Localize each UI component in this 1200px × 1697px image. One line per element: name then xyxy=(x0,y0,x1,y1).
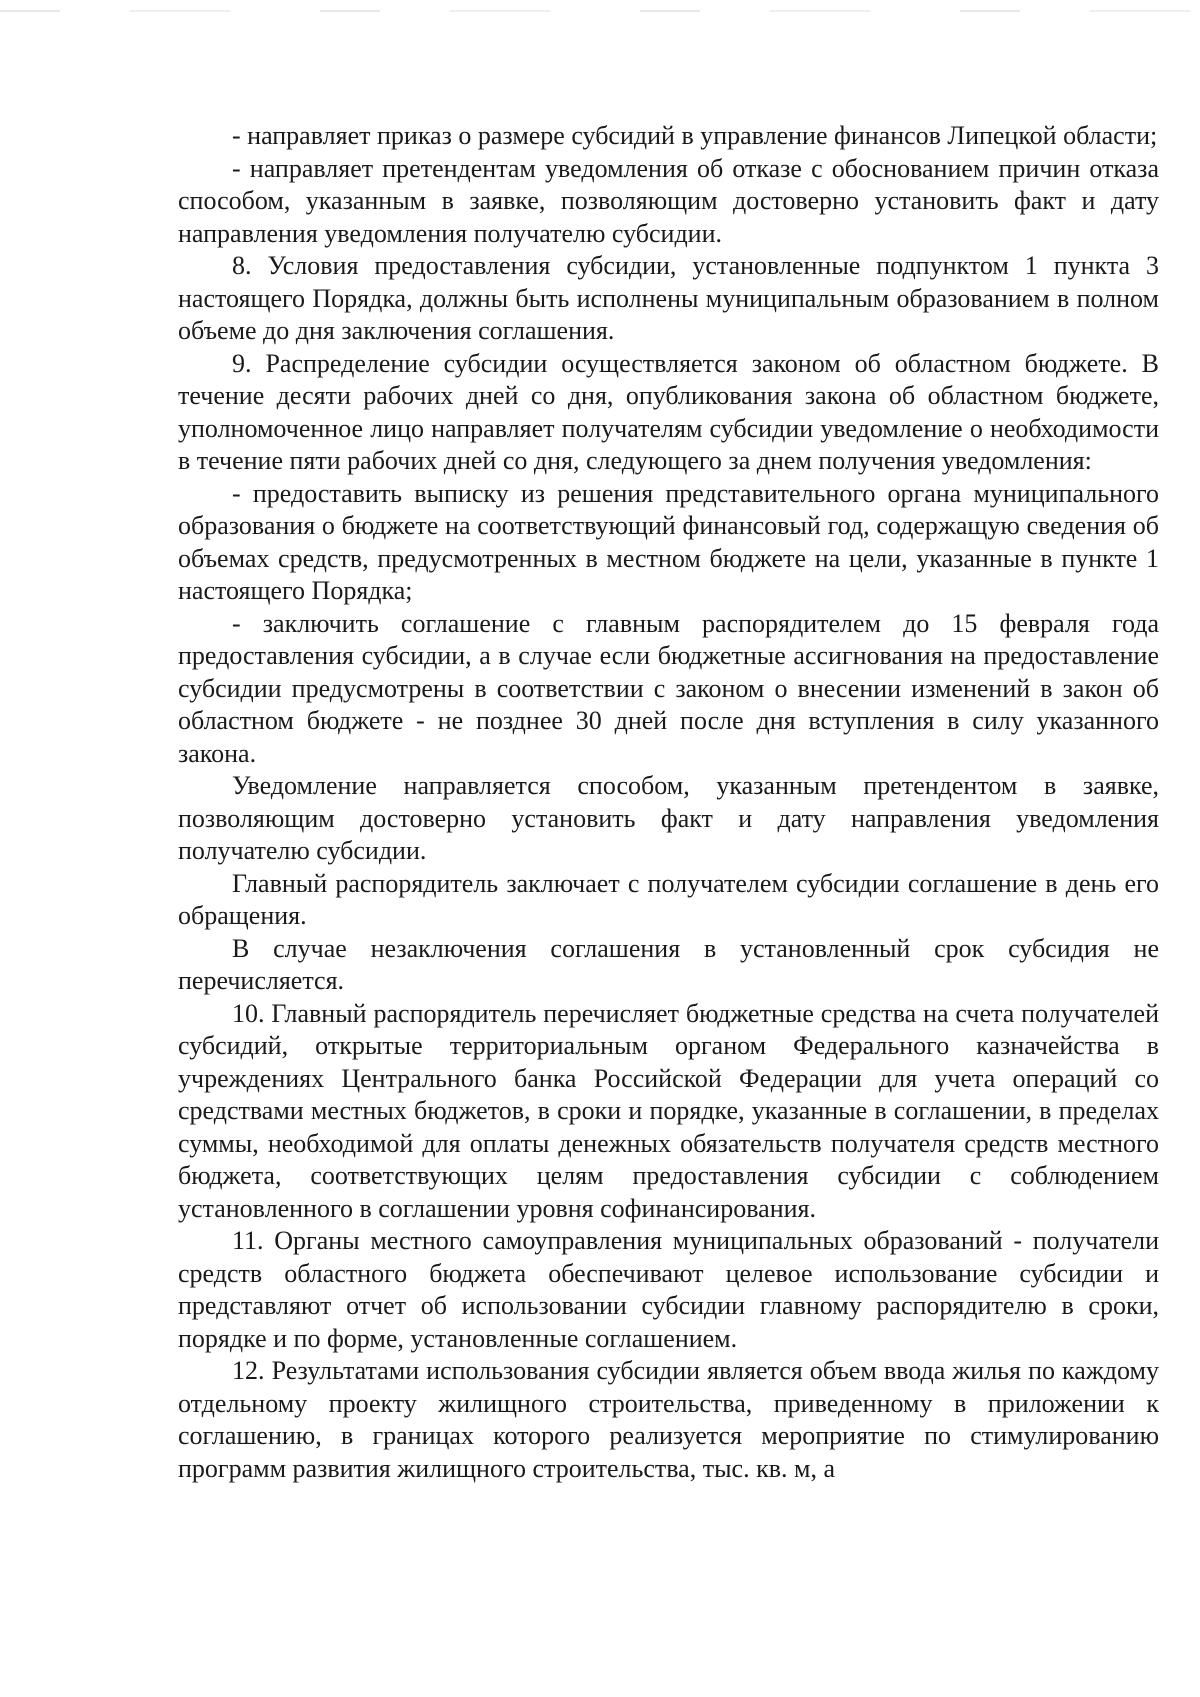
paragraph-non-conclusion: В случае незаключения соглашения в установленный срок субсидия не перечисляется. xyxy=(178,933,1159,995)
paragraph-conclude-agreement: - заключить соглашение с главным распорядителем до 15 февраля года предоставления субсидии, а в случае если бюджетные ассигнования на предоставление субсидии предусмотрены в соответствии с законом о внесении изменений в закон об областном бюджете - не позднее 30 дней после дня вступления в силу указанного закона. xyxy=(178,608,1159,768)
paragraph-finance-order: - направляет приказ о размере субсидий в управление финансов Липецкой области; xyxy=(232,121,1158,150)
paragraph-item-8: 8. Условия предоставления субсидии, установленные подпунктом 1 пункта 3 настоящего Порядка, должны быть исполнены муниципальным образованием в полном объеме до дня заключения соглашения. xyxy=(178,251,1159,345)
paragraph-item-9: 9. Распределение субсидии осуществляется законом об областном бюджете. В течение десяти рабочих дней со дня, опубликования закона об областном бюджете, уполномоченное лицо направляет получателям субсидии уведомление о необходимости в течение пяти рабочих дней со дня, следующего за днем получения уведомления: xyxy=(178,348,1159,475)
paragraph-agreement-day: Главный распорядитель заключает с получателем субсидии соглашение в день его обращения. xyxy=(178,868,1159,930)
paragraph-item-11: 11. Органы местного самоуправления муниципальных образований - получатели средств областного бюджета обеспечивают целевое использование субсидии и представляют отчет об использовании субсидии главному распорядителю в сроки, порядке и по форме, установленные соглашением. xyxy=(178,1226,1159,1353)
paragraph-item-10: 10. Главный распорядитель перечисляет бюджетные средства на счета получателей субсидий, открытые территориальным органом Федерального казначейства в учреждениях Центрального банка Российской Федерации для учета операций со средствами местных бюджетов, в сроки и порядке, указанные в соглашении, в пределах суммы, необходимой для оплаты денежных обязательств получателя средств местного бюджета, соответствующих целям предоставления субсидии с соблюдением установленного в соглашении уровня софинансирования. xyxy=(178,998,1159,1223)
document-body xyxy=(178,120,1159,1485)
paragraph-refusal-notice: - направляет претендентам уведомления об отказе с обоснованием причин отказа способом, указанным в заявке, позволяющим достоверно установить факт и дату направления уведомления получателю субсидии. xyxy=(178,153,1159,248)
paragraph-notice-method: Уведомление направляется способом, указанным претендентом в заявке, позволяющим достоверно установить факт и дату направления уведомления получателю субсидии. xyxy=(178,771,1159,865)
scan-edge-artifact xyxy=(0,10,1200,12)
paragraph-item-12: 12. Результатами использования субсидии является объем ввода жилья по каждому отдельному проекту жилищного строительства, приведенному в приложении к соглашению, в границах которого реализуется мероприятие по стимулированию программ развития жилищного строительства, тыс. кв. м, а xyxy=(178,1356,1159,1483)
paragraph-budget-extract: - предоставить выписку из решения представительного органа муниципального образования о бюджете на соответствующий финансовый год, содержащую сведения об объемах средств, предусмотренных в местном бюджете на цели, указанные в пункте 1 настоящего Порядка; xyxy=(178,478,1159,605)
